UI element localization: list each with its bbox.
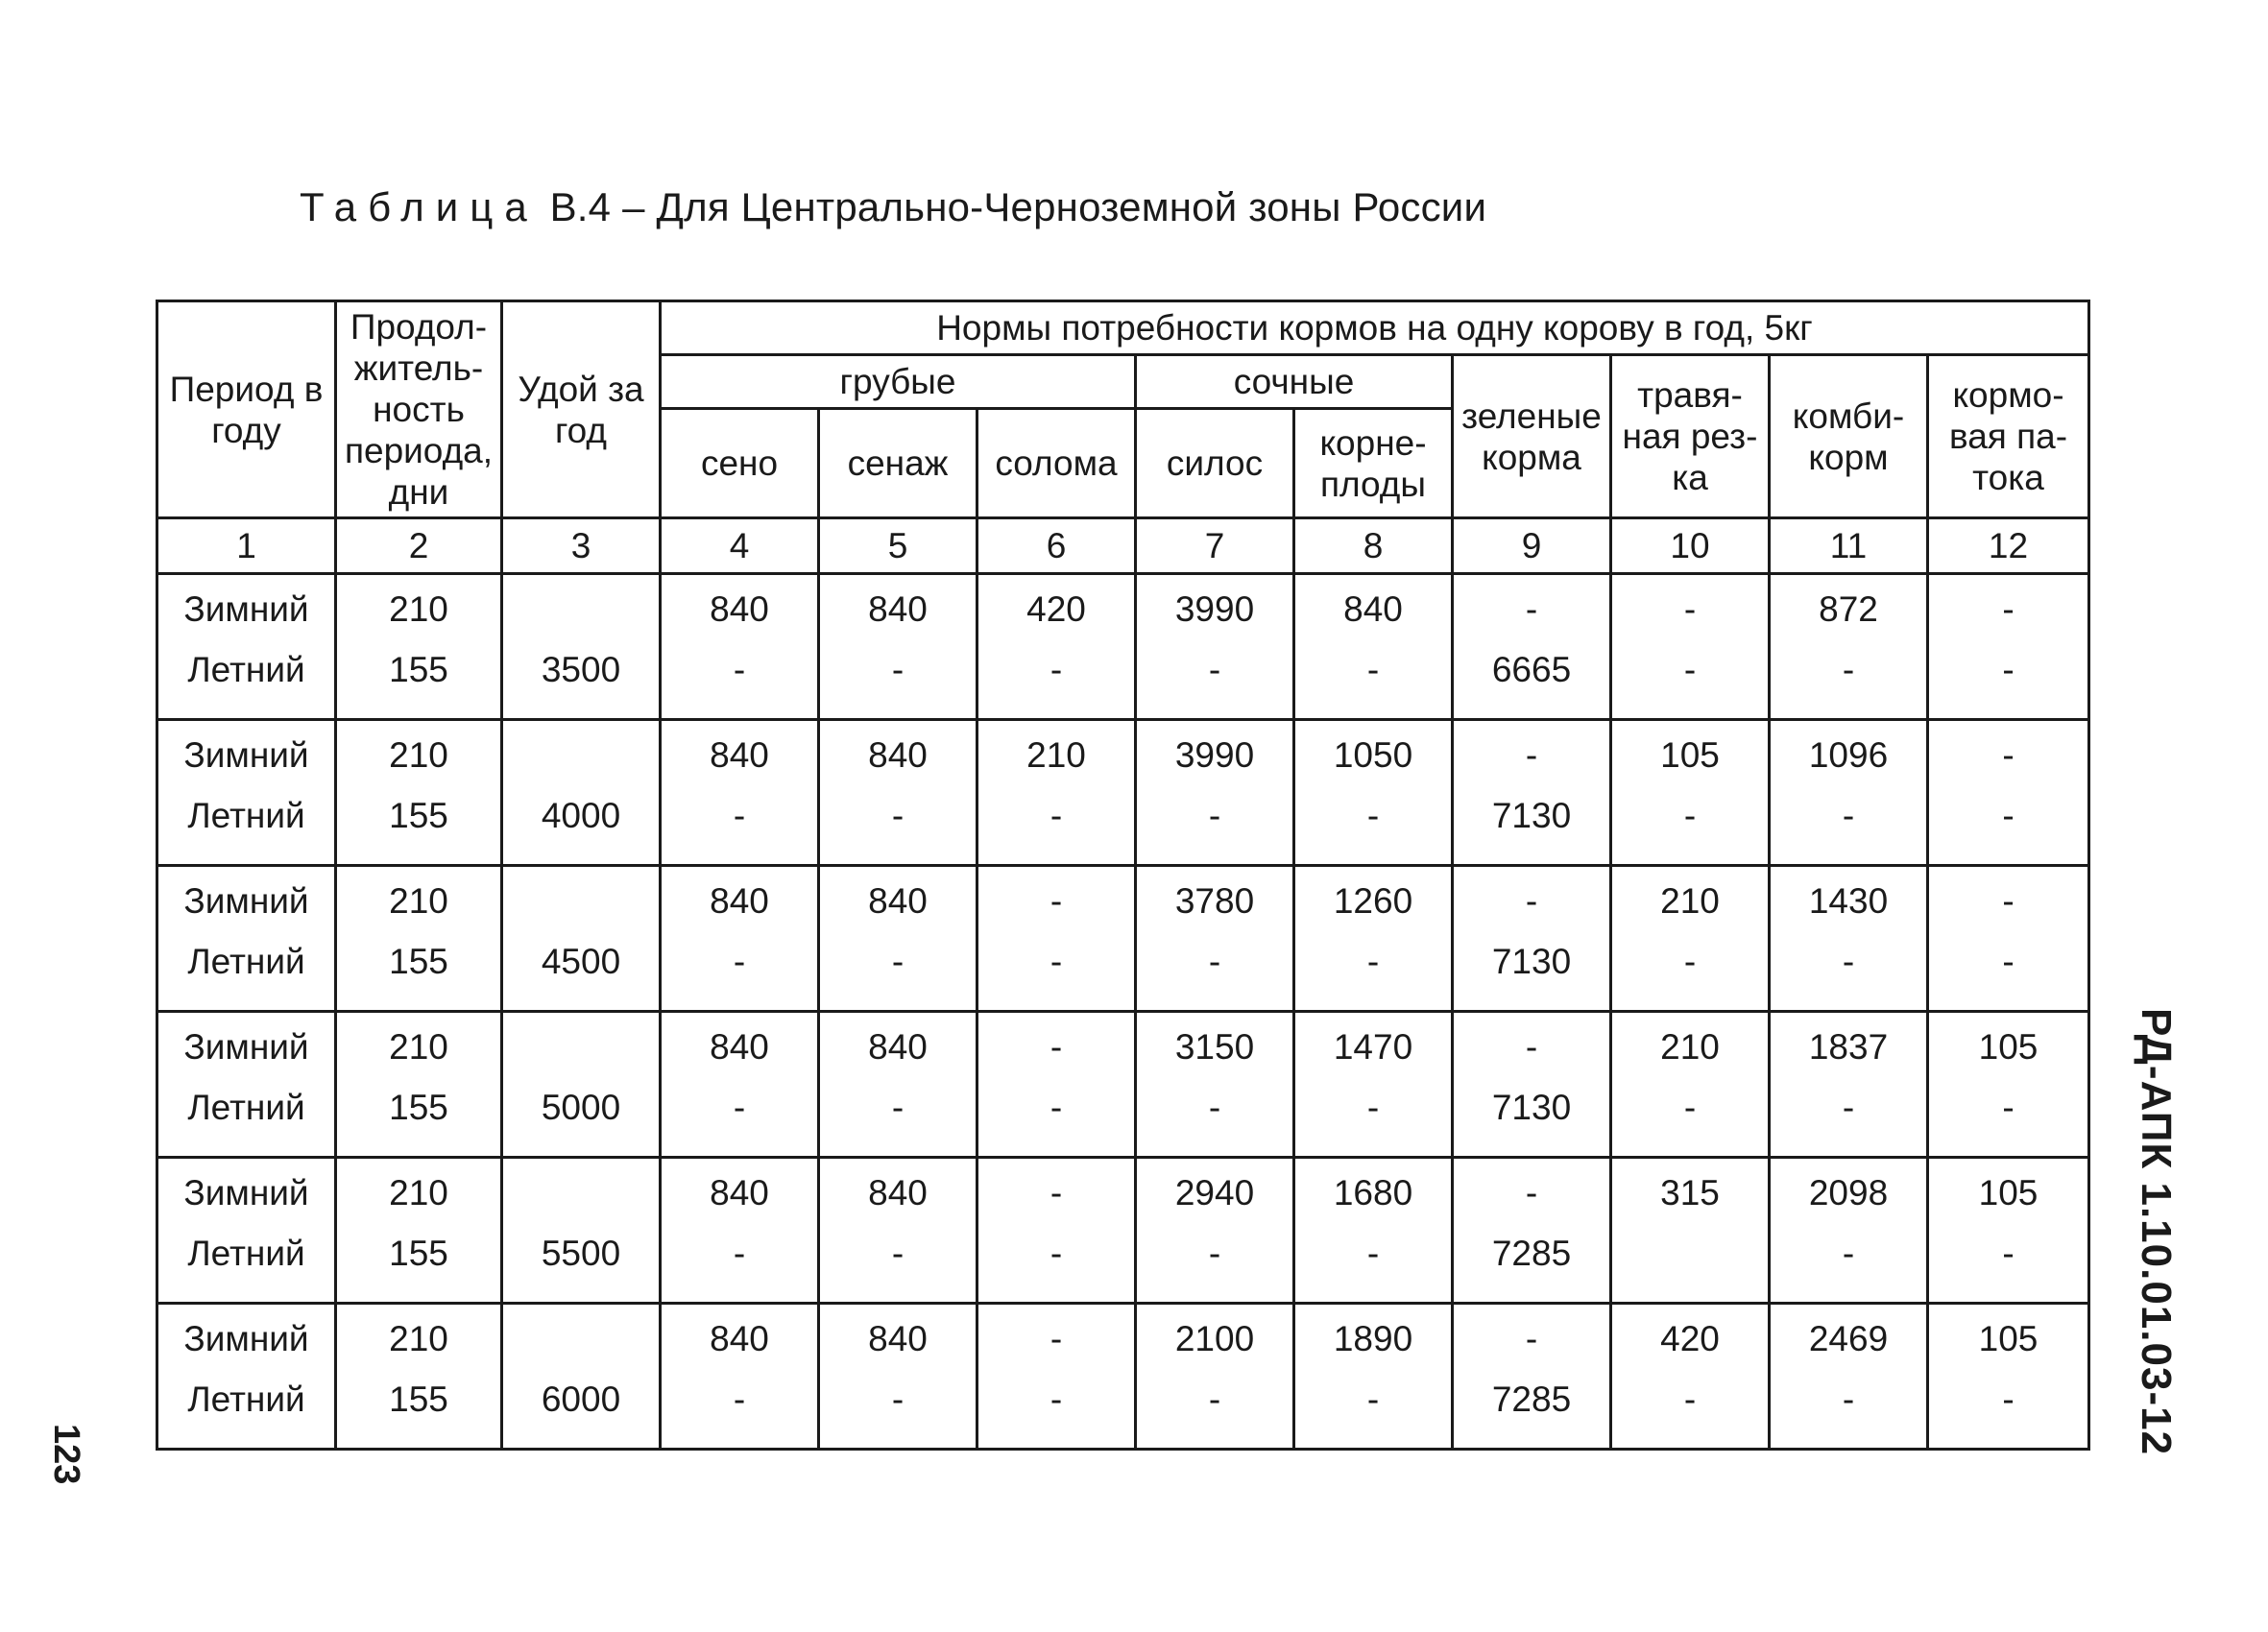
winter-c9: - xyxy=(1525,589,1538,629)
cell-c12 xyxy=(1928,866,2089,1012)
summer-c10: - xyxy=(1683,942,1697,981)
summer-period: Летний xyxy=(187,1380,305,1419)
cell-period xyxy=(157,1012,336,1158)
header-molasses: кормо-вая па-тока xyxy=(1928,355,2089,518)
summer-c7: - xyxy=(1208,942,1221,981)
cell-c6 xyxy=(977,1304,1136,1450)
summer-c12: - xyxy=(2002,1088,2015,1127)
summer-c6: - xyxy=(1050,1380,1063,1419)
table-row xyxy=(157,866,2089,1012)
caption-text: В.4 – Для Центрально-Черноземной зоны России xyxy=(549,184,1487,229)
cell-c9 xyxy=(1453,574,1611,720)
winter-c4: 840 xyxy=(710,1027,769,1067)
winter-c10: 105 xyxy=(1660,735,1720,775)
summer-c5: - xyxy=(891,1088,905,1127)
summer-c12: - xyxy=(2002,1234,2015,1273)
cell-c5 xyxy=(819,1158,977,1304)
summer-c12: - xyxy=(2002,650,2015,689)
summer-c12: - xyxy=(2002,942,2015,981)
summer-days: 155 xyxy=(389,796,448,835)
document-code: РД-АПК 1.10.01.03-12 xyxy=(2133,1008,2180,1456)
cell-days xyxy=(336,1304,502,1450)
column-number: 2 xyxy=(336,518,502,574)
winter-c10: 210 xyxy=(1660,881,1720,921)
winter-c6: - xyxy=(1050,1173,1063,1212)
header-succulent: сочные xyxy=(1136,355,1453,409)
summer-c8: - xyxy=(1366,1380,1380,1419)
winter-period: Зимний xyxy=(183,881,309,921)
winter-c6: 420 xyxy=(1026,589,1086,629)
cell-period xyxy=(157,1304,336,1450)
header-straw: солома xyxy=(977,409,1136,518)
winter-c5: 840 xyxy=(868,1027,928,1067)
header-duration: Продол-житель-ность периода, дни xyxy=(336,301,502,518)
yield-value: 4000 xyxy=(541,796,621,835)
summer-c10: - xyxy=(1683,1088,1697,1127)
summer-c6: - xyxy=(1050,1088,1063,1127)
summer-c5: - xyxy=(891,796,905,835)
cell-c12 xyxy=(1928,720,2089,866)
summer-c8: - xyxy=(1366,1234,1380,1273)
summer-c8: - xyxy=(1366,942,1380,981)
winter-c11: 2098 xyxy=(1808,1173,1889,1212)
cell-c8 xyxy=(1294,1012,1453,1158)
column-number: 7 xyxy=(1136,518,1294,574)
summer-c4: - xyxy=(733,1380,746,1419)
winter-c8: 1260 xyxy=(1333,881,1413,921)
cell-c5 xyxy=(819,574,977,720)
cell-c4 xyxy=(661,720,819,866)
winter-c5: 840 xyxy=(868,1173,928,1212)
winter-c8: 840 xyxy=(1343,589,1403,629)
summer-c6: - xyxy=(1050,1234,1063,1273)
cell-c9 xyxy=(1453,1012,1611,1158)
column-number: 4 xyxy=(661,518,819,574)
summer-days: 155 xyxy=(389,1088,448,1127)
cell-c11 xyxy=(1770,720,1928,866)
winter-c8: 1890 xyxy=(1333,1319,1413,1358)
summer-c4: - xyxy=(733,1088,746,1127)
winter-c12: 105 xyxy=(1978,1319,2039,1358)
cell-c7 xyxy=(1136,574,1294,720)
winter-c6: - xyxy=(1050,881,1063,921)
cell-c10 xyxy=(1611,574,1770,720)
cell-c5 xyxy=(819,1012,977,1158)
winter-c9: - xyxy=(1525,1173,1538,1212)
cell-c5 xyxy=(819,866,977,1012)
summer-c12: - xyxy=(2002,796,2015,835)
winter-c11: 2469 xyxy=(1808,1319,1889,1358)
feed-norms-table xyxy=(156,300,2090,1451)
summer-c9: 7285 xyxy=(1491,1380,1572,1419)
winter-days: 210 xyxy=(389,1027,448,1067)
cell-c5 xyxy=(819,720,977,866)
winter-c5: 840 xyxy=(868,735,928,775)
column-number: 6 xyxy=(977,518,1136,574)
summer-days: 155 xyxy=(389,942,448,981)
cell-c12 xyxy=(1928,1012,2089,1158)
cell-c4 xyxy=(661,1158,819,1304)
winter-c9: - xyxy=(1525,735,1538,775)
summer-c10: - xyxy=(1683,650,1697,689)
column-number: 5 xyxy=(819,518,977,574)
summer-c4: - xyxy=(733,650,746,689)
summer-c9: 6665 xyxy=(1491,650,1572,689)
summer-period: Летний xyxy=(187,796,305,835)
cell-c12 xyxy=(1928,1304,2089,1450)
winter-c9: - xyxy=(1525,1027,1538,1067)
summer-c4: - xyxy=(733,1234,746,1273)
column-number: 12 xyxy=(1928,518,2089,574)
cell-period xyxy=(157,720,336,866)
summer-days: 155 xyxy=(389,1380,448,1419)
yield-value: 4500 xyxy=(541,942,621,981)
cell-c10 xyxy=(1611,720,1770,866)
header-roots: корне-плоды xyxy=(1294,409,1453,518)
summer-period: Летний xyxy=(187,1234,305,1273)
summer-c8: - xyxy=(1366,1088,1380,1127)
summer-c7: - xyxy=(1208,1234,1221,1273)
cell-c4 xyxy=(661,574,819,720)
summer-c11: - xyxy=(1842,1380,1855,1419)
cell-c6 xyxy=(977,720,1136,866)
winter-c12: - xyxy=(2002,589,2015,629)
cell-c12 xyxy=(1928,574,2089,720)
winter-c6: - xyxy=(1050,1027,1063,1067)
header-compound: комби-корм xyxy=(1770,355,1928,518)
summer-c8: - xyxy=(1366,650,1380,689)
winter-c11: 1430 xyxy=(1808,881,1889,921)
summer-period: Летний xyxy=(187,650,305,689)
winter-c10: 210 xyxy=(1660,1027,1720,1067)
yield-value: 5000 xyxy=(541,1088,621,1127)
winter-c12: 105 xyxy=(1978,1027,2039,1067)
summer-c11: - xyxy=(1842,796,1855,835)
summer-days: 155 xyxy=(389,650,448,689)
column-number: 10 xyxy=(1611,518,1770,574)
cell-c11 xyxy=(1770,1012,1928,1158)
winter-c8: 1050 xyxy=(1333,735,1413,775)
yield-cell xyxy=(502,1304,661,1450)
summer-c9: 7130 xyxy=(1491,796,1572,835)
summer-c11: - xyxy=(1842,942,1855,981)
column-number: 3 xyxy=(502,518,661,574)
header-yield: Удой за год xyxy=(502,301,661,518)
cell-c11 xyxy=(1770,1304,1928,1450)
winter-c9: - xyxy=(1525,881,1538,921)
summer-c6: - xyxy=(1050,796,1063,835)
cell-days xyxy=(336,720,502,866)
caption-label: Таблица xyxy=(300,184,539,229)
summer-c7: - xyxy=(1208,1380,1221,1419)
winter-c4: 840 xyxy=(710,1319,769,1358)
winter-c10: 315 xyxy=(1660,1173,1720,1212)
winter-c4: 840 xyxy=(710,735,769,775)
cell-c7 xyxy=(1136,1304,1294,1450)
summer-c9: 7130 xyxy=(1491,942,1572,981)
table-row xyxy=(157,574,2089,720)
summer-c6: - xyxy=(1050,942,1063,981)
cell-days xyxy=(336,1158,502,1304)
cell-c11 xyxy=(1770,574,1928,720)
winter-c12: - xyxy=(2002,881,2015,921)
header-hay: сено xyxy=(661,409,819,518)
cell-c7 xyxy=(1136,866,1294,1012)
winter-c7: 3780 xyxy=(1174,881,1255,921)
summer-c5: - xyxy=(891,942,905,981)
cell-c6 xyxy=(977,574,1136,720)
summer-period: Летний xyxy=(187,942,305,981)
winter-c8: 1680 xyxy=(1333,1173,1413,1212)
summer-c8: - xyxy=(1366,796,1380,835)
cell-c4 xyxy=(661,866,819,1012)
winter-c11: 1096 xyxy=(1808,735,1889,775)
winter-c6: - xyxy=(1050,1319,1063,1358)
winter-c7: 3990 xyxy=(1174,735,1255,775)
summer-c11: - xyxy=(1842,1088,1855,1127)
winter-c10: - xyxy=(1683,589,1697,629)
winter-period: Зимний xyxy=(183,735,309,775)
summer-c7: - xyxy=(1208,1088,1221,1127)
cell-c6 xyxy=(977,866,1136,1012)
summer-c7: - xyxy=(1208,650,1221,689)
yield-value: 6000 xyxy=(541,1380,621,1419)
cell-c5 xyxy=(819,1304,977,1450)
winter-c4: 840 xyxy=(710,589,769,629)
column-number: 8 xyxy=(1294,518,1453,574)
winter-c5: 840 xyxy=(868,1319,928,1358)
cell-c10 xyxy=(1611,1012,1770,1158)
cell-c8 xyxy=(1294,720,1453,866)
winter-days: 210 xyxy=(389,1173,448,1212)
cell-c6 xyxy=(977,1158,1136,1304)
winter-period: Зимний xyxy=(183,1319,309,1358)
table-row xyxy=(157,1158,2089,1304)
cell-c9 xyxy=(1453,866,1611,1012)
cell-period xyxy=(157,574,336,720)
header-period: Период в году xyxy=(157,301,336,518)
winter-c11: 1837 xyxy=(1808,1027,1889,1067)
yield-cell xyxy=(502,1158,661,1304)
winter-period: Зимний xyxy=(183,1173,309,1212)
summer-c5: - xyxy=(891,650,905,689)
page-number: 123 xyxy=(46,1424,86,1485)
summer-c7: - xyxy=(1208,796,1221,835)
winter-c7: 3990 xyxy=(1174,589,1255,629)
table-row xyxy=(157,720,2089,866)
summer-c6: - xyxy=(1050,650,1063,689)
yield-value: 5500 xyxy=(541,1234,621,1273)
yield-cell xyxy=(502,720,661,866)
summer-c10: - xyxy=(1683,1380,1697,1419)
header-green: зеленые корма xyxy=(1453,355,1611,518)
cell-c4 xyxy=(661,1012,819,1158)
winter-c11: 872 xyxy=(1819,589,1878,629)
yield-cell xyxy=(502,866,661,1012)
winter-days: 210 xyxy=(389,589,448,629)
winter-c4: 840 xyxy=(710,881,769,921)
cell-c10 xyxy=(1611,1158,1770,1304)
cell-c9 xyxy=(1453,1304,1611,1450)
winter-c12: 105 xyxy=(1978,1173,2039,1212)
summer-c5: - xyxy=(891,1234,905,1273)
column-number-row xyxy=(157,518,2089,574)
column-number: 9 xyxy=(1453,518,1611,574)
cell-c8 xyxy=(1294,866,1453,1012)
cell-c8 xyxy=(1294,1304,1453,1450)
cell-days xyxy=(336,574,502,720)
cell-c7 xyxy=(1136,1158,1294,1304)
winter-days: 210 xyxy=(389,1319,448,1358)
cell-c9 xyxy=(1453,1158,1611,1304)
cell-period xyxy=(157,866,336,1012)
yield-value: 3500 xyxy=(541,650,621,689)
cell-c11 xyxy=(1770,866,1928,1012)
table-row xyxy=(157,1012,2089,1158)
header-haylage: сенаж xyxy=(819,409,977,518)
header-rough: грубые xyxy=(661,355,1136,409)
summer-period: Летний xyxy=(187,1088,305,1127)
winter-period: Зимний xyxy=(183,589,309,629)
summer-c9: 7285 xyxy=(1491,1234,1572,1273)
winter-c9: - xyxy=(1525,1319,1538,1358)
cell-c7 xyxy=(1136,1012,1294,1158)
cell-c6 xyxy=(977,1012,1136,1158)
summer-c10 xyxy=(1614,1233,1766,1274)
cell-c7 xyxy=(1136,720,1294,866)
cell-period xyxy=(157,1158,336,1304)
cell-c8 xyxy=(1294,1158,1453,1304)
summer-c11: - xyxy=(1842,650,1855,689)
yield-cell xyxy=(502,1012,661,1158)
winter-c7: 2100 xyxy=(1174,1319,1255,1358)
summer-c12: - xyxy=(2002,1380,2015,1419)
winter-c8: 1470 xyxy=(1333,1027,1413,1067)
cell-days xyxy=(336,866,502,1012)
yield-cell xyxy=(502,574,661,720)
cell-c4 xyxy=(661,1304,819,1450)
cell-c11 xyxy=(1770,1158,1928,1304)
table-caption xyxy=(300,184,1486,230)
summer-c10: - xyxy=(1683,796,1697,835)
summer-c4: - xyxy=(733,942,746,981)
column-number: 1 xyxy=(157,518,336,574)
column-number: 11 xyxy=(1770,518,1928,574)
cell-c10 xyxy=(1611,866,1770,1012)
summer-c11: - xyxy=(1842,1234,1855,1273)
summer-c4: - xyxy=(733,796,746,835)
winter-c5: 840 xyxy=(868,881,928,921)
summer-c5: - xyxy=(891,1380,905,1419)
table-row xyxy=(157,1304,2089,1450)
winter-c5: 840 xyxy=(868,589,928,629)
winter-c10: 420 xyxy=(1660,1319,1720,1358)
winter-c4: 840 xyxy=(710,1173,769,1212)
winter-c7: 3150 xyxy=(1174,1027,1255,1067)
winter-c6: 210 xyxy=(1026,735,1086,775)
summer-days: 155 xyxy=(389,1234,448,1273)
winter-c12: - xyxy=(2002,735,2015,775)
cell-c8 xyxy=(1294,574,1453,720)
cell-days xyxy=(336,1012,502,1158)
header-silage: силос xyxy=(1136,409,1294,518)
cell-c10 xyxy=(1611,1304,1770,1450)
cell-c12 xyxy=(1928,1158,2089,1304)
winter-period: Зимний xyxy=(183,1027,309,1067)
winter-days: 210 xyxy=(389,881,448,921)
winter-c7: 2940 xyxy=(1174,1173,1255,1212)
cell-c9 xyxy=(1453,720,1611,866)
header-grass: травя-ная рез-ка xyxy=(1611,355,1770,518)
summer-c9: 7130 xyxy=(1491,1088,1572,1127)
winter-days: 210 xyxy=(389,735,448,775)
header-norms: Нормы потребности кормов на одну корову в год, 5кг xyxy=(661,301,2089,355)
